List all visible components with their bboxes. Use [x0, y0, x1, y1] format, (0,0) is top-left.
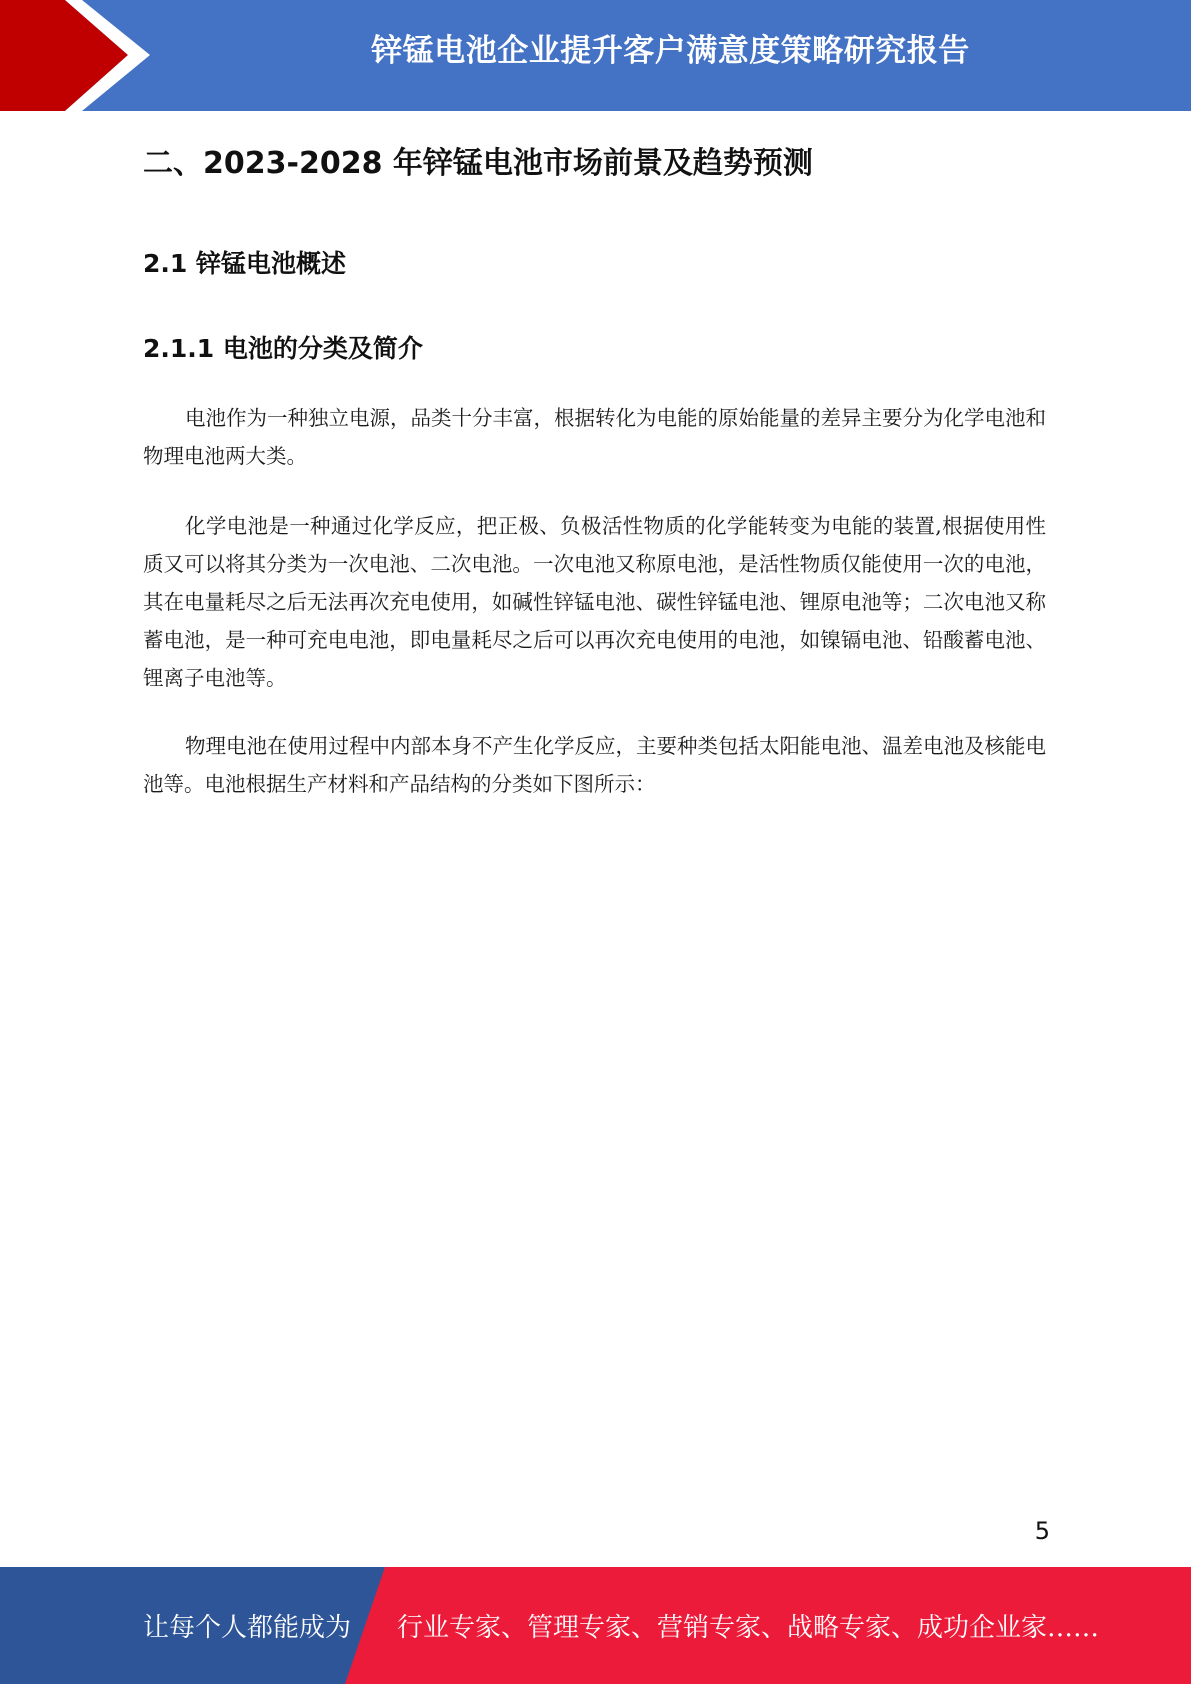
header-chevron-icon	[0, 0, 160, 111]
paragraph-physical-battery: 物理电池在使用过程中内部本身不产生化学反应，主要种类包括太阳能电池、温差电池及核能电池等。电池根据生产材料和产品结构的分类如下图所示：	[143, 734, 1046, 796]
footer-slogan-left: 让每个人都能成为	[143, 1613, 352, 1643]
paragraph-battery-overview: 电池作为一种独立电源，品类十分丰富，根据转化为电能的原始能量的差异主要分为化学电池和物理电池两大类。	[143, 406, 1046, 468]
paragraph-chemical-battery: 化学电池是一种通过化学反应，把正极、负极活性物质的化学能转变为电能的装置,根据使用性质又可以将其分类为一次电池、二次电池。一次电池又称原电池，是活性物质仅能使用一次的电池，其在电量耗尽之后无法再次充电使用，如碱性锌锰电池、碳性锌锰电池、锂原电池等；二次电池又称蓄电池，是一种可充电电池，即电量耗尽之后可以再次充电使用的电池，如镍镉电池、铅酸蓄电池、锂离子电池等。	[143, 514, 1046, 690]
report-title: 锌锰电池企业提升客户满意度策略研究报告	[371, 33, 970, 69]
section-heading: 二、2023-2028 年锌锰电池市场前景及趋势预测	[143, 146, 813, 181]
subsubsection-heading: 2.1.1 电池的分类及简介	[143, 334, 423, 363]
page-header	[0, 0, 1191, 111]
page-number: 5	[1034, 1517, 1050, 1545]
footer-slogan-right: 行业专家、管理专家、营销专家、战略专家、成功企业家……	[397, 1613, 1100, 1643]
page-footer	[0, 1567, 1191, 1684]
subsection-heading: 2.1 锌锰电池概述	[143, 249, 346, 278]
